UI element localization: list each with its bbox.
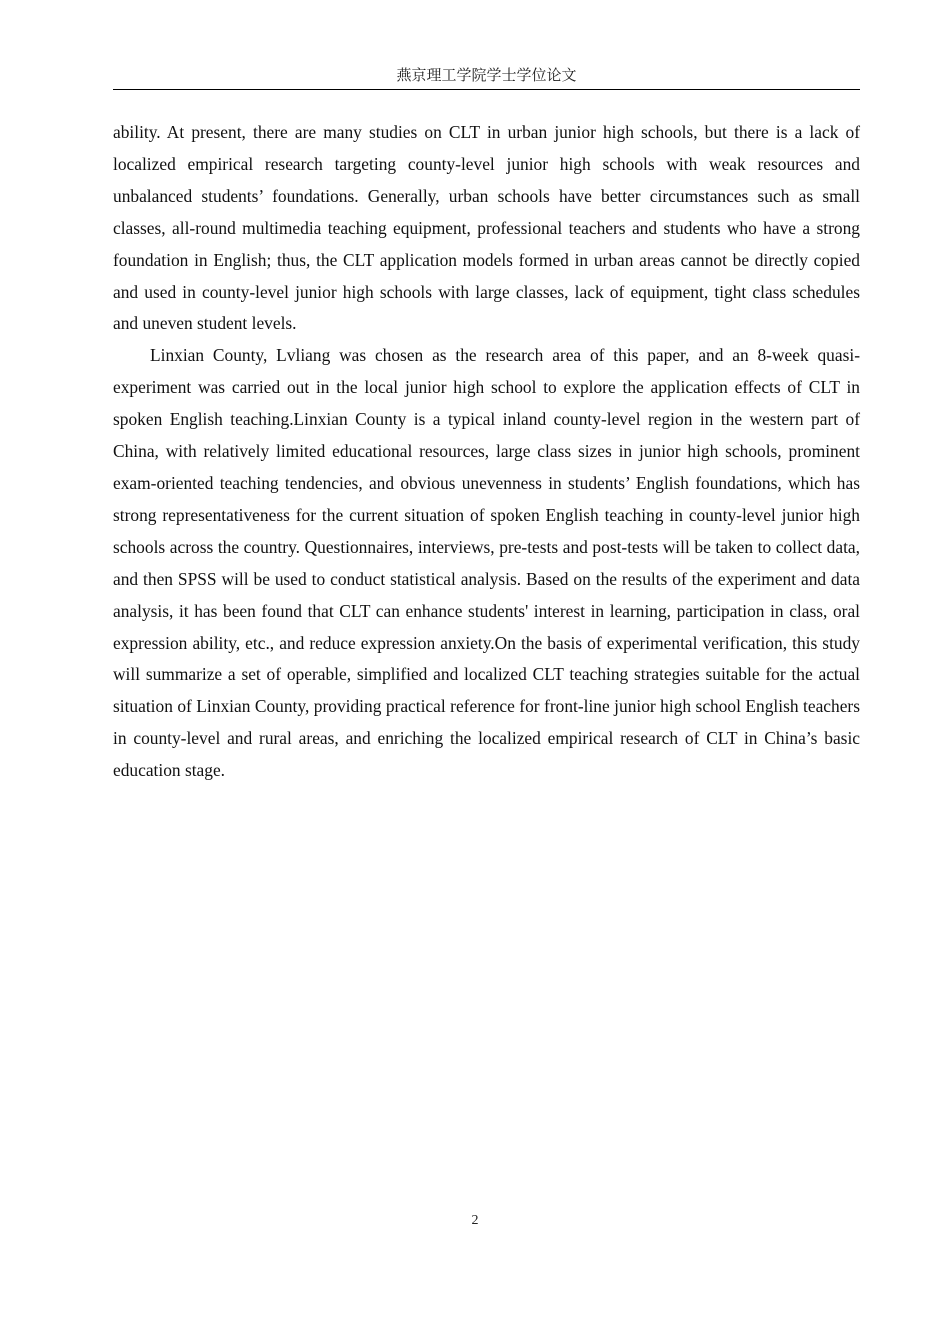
paragraph-continued: ability. At present, there are many studies on CLT in urban junior high schools, but there is a lack of localized empirical research targeting county-level junior high schools with weak resources and unbalanced students’ foundations. Generally, urban schools have better circumstances such as small classes, all-round multimedia teaching equipment, professional teachers and students who have a strong foundation in English; thus, the CLT application models formed in urban areas cannot be directly copied and used in county-level junior high schools with large classes, lack of equipment, tight class schedules and uneven student levels.: [113, 122, 860, 334]
paragraph: Linxian County, Lvliang was chosen as the research area of this paper, and an 8-week quasi-experiment was carried out in the local junior high school to explore the application effects of CLT in spoken English teaching.Linxian County is a typical inland county-level region in the western part of China, with relatively limited educational resources, large class sizes in junior high schools, prominent exam-oriented teaching tendencies, and obvious unevenness in students’ English foundations, which has strong representativeness for the current situation of spoken English teaching in county-level junior high schools across the country. Questionnaires, interviews, pre-tests and post-tests will be taken to collect data, and then SPSS will be used to conduct statistical analysis. Based on the results of the experiment and data analysis, it has been found that CLT can enhance students' interest in learning, participation in class, oral expression ability, etc., and reduce expression anxiety.On the basis of experimental verification, this study will summarize a set of operable, simplified and localized CLT teaching strategies suitable for the actual situation of Linxian County, providing practical reference for front-line junior high school English teachers in county-level and rural areas, and enriching the localized empirical research of CLT in China’s basic education stage.: [113, 345, 860, 781]
page-number: 2: [471, 1213, 479, 1228]
page-header: [113, 64, 860, 90]
body-text: [113, 117, 860, 787]
header-title: 燕京理工学院学士学位论文: [396, 66, 577, 84]
